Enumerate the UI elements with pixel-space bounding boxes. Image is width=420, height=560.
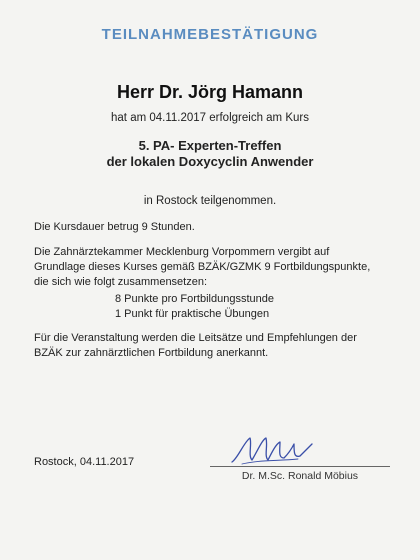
course-title-line-2: der lokalen Doxycyclin Anwender <box>106 154 314 169</box>
course-title-line-1: 5. PA- Experten-Treffen <box>138 138 282 153</box>
recipient-name: Herr Dr. Jörg Hamann <box>116 82 304 102</box>
points-item: 1 Punkt für praktische Übungen <box>115 308 270 320</box>
points-intro <box>34 245 389 290</box>
signature-line <box>210 466 390 467</box>
page-title: TEILNAHMEBESTÄTIGUNG <box>101 26 319 43</box>
handwritten-signature <box>228 430 318 470</box>
points-list <box>115 292 274 322</box>
duration-text: Die Kursdauer betrug 9 Stunden. <box>34 221 195 233</box>
place-date: Rostock, 04.11.2017 <box>34 456 135 468</box>
guideline-line-2: BZÄK zur zahnärztlichen Fortbildung anerkannt. <box>34 347 269 359</box>
guideline-line-1: Für die Veranstaltung werden die Leitsätze und Empfehlungen der <box>34 332 357 344</box>
points-intro-line-2: Grundlage dieses Kurses gemäß BZÄK/GZMK 9 Fortbildungspunkte, <box>34 261 371 273</box>
attended-line: hat am 04.11.2017 erfolgreich am Kurs <box>111 112 309 124</box>
guideline-text <box>34 331 389 361</box>
location-line: in Rostock teilgenommen. <box>143 195 277 207</box>
points-intro-line-1: Die Zahnärztekammer Mecklenburg Vorpommern vergibt auf <box>34 246 330 258</box>
points-intro-line-3: die sich wie folgt zusammensetzen: <box>34 276 208 288</box>
points-item: 8 Punkte pro Fortbildungsstunde <box>115 293 274 305</box>
course-title <box>0 138 420 170</box>
signatory-name: Dr. M.Sc. Ronald Möbius <box>241 470 359 482</box>
